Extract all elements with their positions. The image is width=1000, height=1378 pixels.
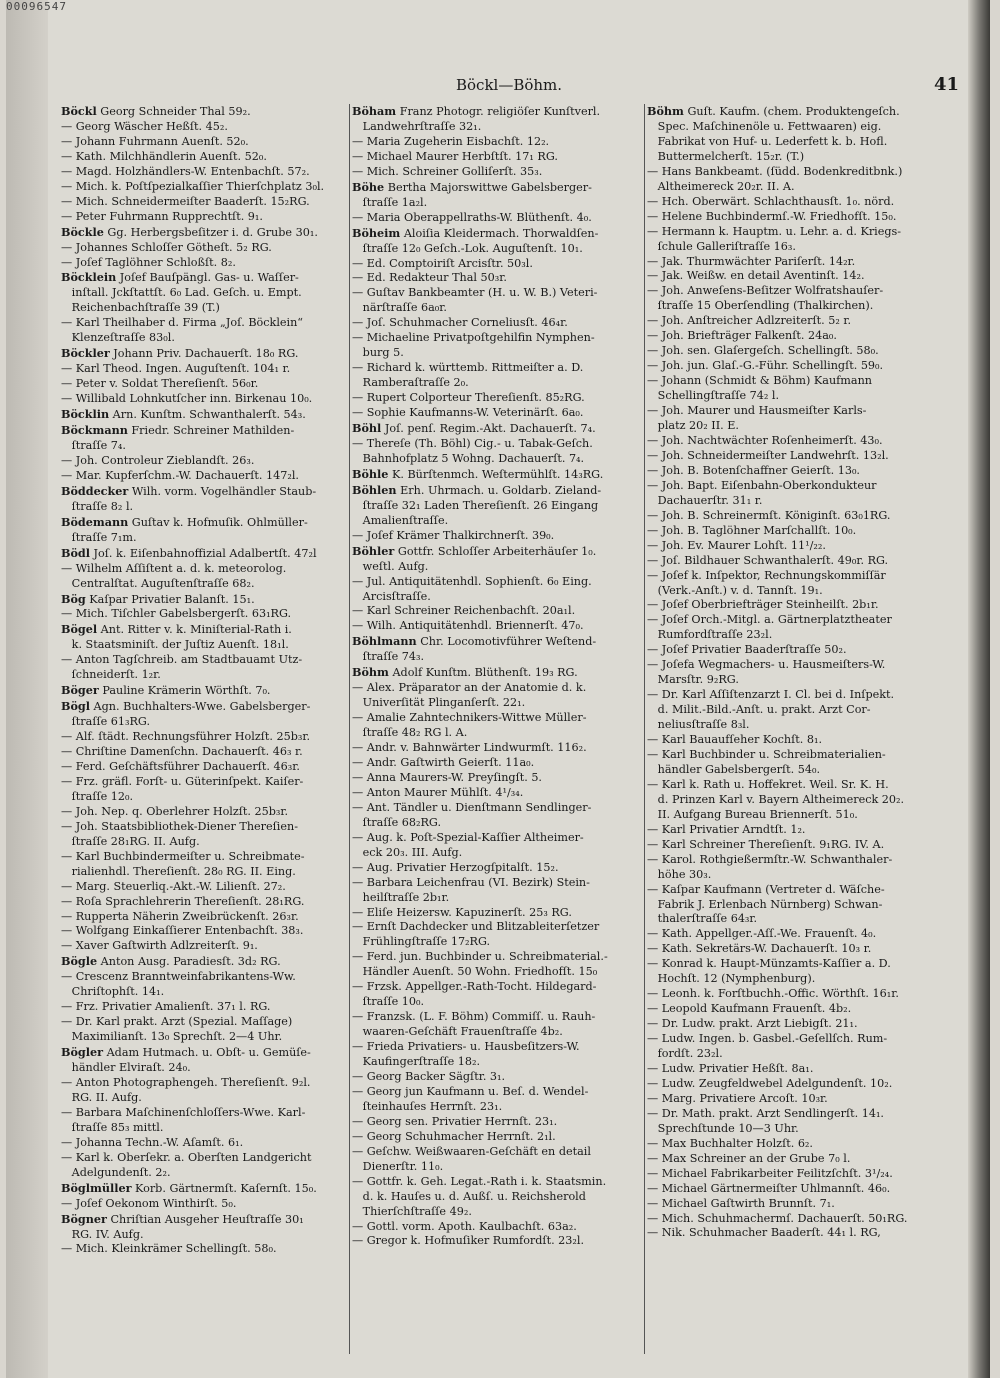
directory-entry: — Joſ. Schuhmacher Corneliusſt. 46₄r. (352, 316, 568, 330)
directory-entry: — Joſef Krämer Thalkirchnerſt. 39₀. (352, 528, 555, 542)
column-rule-right (644, 104, 645, 1354)
directory-entry: — Ed. Redakteur Thal 50₃r. (352, 271, 507, 285)
directory-entry: Böger Pauline Krämerin Wörthſt. 7₀. (61, 683, 271, 698)
book-page (6, 0, 990, 1378)
directory-entry: Chriſtophſt. 14₁. (61, 985, 165, 999)
directory-entry: Böcklin Arn. Kunſtm. Schwanthalerſt. 54₃. (61, 407, 306, 422)
directory-entry: — Joh. B. Botenſchaffner Geierſt. 13₀. (647, 463, 860, 477)
directory-entry: Böhm Guſt. Kaufm. (chem. Produktengeſch. (647, 104, 900, 118)
directory-entry: — Amalie Zahntechnikers-Wittwe Müller- (352, 711, 587, 725)
directory-entry: händler Elviraſt. 24₀. (61, 1061, 191, 1075)
directory-entry: Böglmüller Korb. Gärtnermſt. Kaſernſt. 15₀. (61, 1180, 317, 1195)
directory-entry: — Rupperta Näherin Zweibrückenſt. 26₃r. (61, 909, 299, 923)
directory-entry: Altheimereck 20₂r. II. A. (647, 179, 795, 193)
directory-entry: — Joh. Briefträger Falkenſt. 24a₀. (647, 329, 837, 343)
directory-entry: — Sophie Kaufmanns-W. Veterinärſt. 6a₀. (352, 406, 584, 420)
directory-entry: — Roſa Sprachlehrerin Thereſienſt. 28₁RG. (61, 894, 305, 908)
running-head: Böckl—Böhm. (456, 76, 563, 94)
directory-entry: neliusſtraſſe 8₃l. (647, 718, 750, 732)
directory-entry: ſtraſſe 12₀. (61, 789, 134, 803)
directory-entry: — Frz. gräfl. Forſt- u. Güterinſpekt. Kaiſer- (61, 774, 304, 788)
directory-entry: — Joſef Oberbriefträger Steinheilſt. 2b₁r. (647, 598, 879, 612)
directory-entry: — Ferd. Geſchäftsführer Dachauerſt. 46₃r. (61, 759, 300, 773)
directory-entry: — Nik. Schuhmacher Baaderſt. 44₁ l. RG, (647, 1226, 881, 1240)
directory-entry: k. Staatsminiſt. der Juſtiz Auenſt. 18₁l. (61, 638, 289, 652)
directory-entry: — Peter Fuhrmann Rupprechtſt. 9₁. (61, 209, 263, 223)
directory-entry: RG. IV. Aufg. (61, 1227, 144, 1241)
directory-entry: Bögle Anton Ausg. Paradiesſt. 3d₂ RG. (61, 954, 281, 969)
directory-entry: — Michael Gaſtwirth Brunnſt. 7₁. (647, 1196, 835, 1210)
directory-entry: — Karol. Rothgießermſtr.-W. Schwanthaler- (647, 852, 893, 866)
directory-entry: waaren-Geſchäft Frauenſtraſſe 4b₂. (352, 1025, 563, 1039)
directory-entry: — Anna Maurers-W. Preyſingſt. 5. (352, 770, 542, 784)
directory-entry: Bög Kaſpar Privatier Balanſt. 15₁. (61, 591, 255, 606)
directory-entry: ſchneiderſt. 1₂r. (61, 668, 161, 682)
directory-entry: — Crescenz Branntweinfabrikantens-Ww. (61, 970, 296, 984)
scan-id-label: 00096547 (6, 0, 67, 13)
directory-entry: — Karl Bauaufſeher Kochſt. 8₁. (647, 733, 823, 747)
directory-entry: RG. II. Aufg. (61, 1090, 142, 1104)
directory-entry: thalerſtraſſe 64₃r. (647, 912, 758, 926)
directory-entry: — Wolfgang Einkaſſierer Entenbachſt. 38₃. (61, 924, 304, 938)
directory-entry: — Kath. Appellger.-Aſſ.-We. Frauenſt. 4₀. (647, 927, 877, 941)
directory-entry: Bahnhofplatz 5 Wohng. Dachauerſt. 7₄. (352, 451, 585, 465)
directory-entry: Klenzeſtraſſe 83₀l. (61, 331, 175, 345)
directory-entry: Bögner Chriſtian Ausgeher Heuſtraſſe 30₁ (61, 1211, 304, 1226)
directory-entry: — Ludw. Zeugfeldwebel Adelgundenſt. 10₂. (647, 1076, 893, 1090)
directory-entry: — Eliſe Heizersw. Kapuzinerſt. 25₃ RG. (352, 905, 572, 919)
directory-entry: höhe 30₃. (647, 867, 712, 881)
directory-entry: — Guſtav Bankbeamter (H. u. W. B.) Veteri- (352, 286, 598, 300)
directory-entry: — Joſef Taglöhner Schloßſt. 8₂. (61, 255, 236, 269)
directory-entry: ſchule Galleriſtraſſe 16₃. (647, 239, 796, 253)
directory-entry: ſtraſſe 8₂ l. (61, 499, 134, 513)
directory-entry: — Barbara Maſchinenſchloſſers-Wwe. Karl- (61, 1105, 306, 1119)
directory-entry: — Johann (Schmidt & Böhm) Kaufmann (647, 374, 872, 388)
directory-entry: Böham Franz Photogr. religiöſer Kunſtverl. (352, 104, 601, 118)
directory-entry: Ramberaſtraſſe 2₀. (352, 376, 469, 390)
directory-entry: — Andr. v. Bahnwärter Lindwurmſt. 116₂. (352, 741, 587, 755)
directory-column-1 (61, 104, 351, 1257)
directory-entry: — Georg sen. Privatier Herrnſt. 23₁. (352, 1114, 558, 1128)
directory-entry: — Georg Wäscher Heßſt. 45₂. (61, 119, 228, 133)
directory-entry: — Michael Gärtnermeiſter Uhlmannſt. 46₀. (647, 1181, 891, 1195)
directory-entry: — Dr. Karl prakt. Arzt (Spezial. Maſſage) (61, 1015, 293, 1029)
directory-entry: heilſtraſſe 2b₁r. (352, 890, 450, 904)
directory-entry: — Karl Theilhaber d. Firma „Joſ. Böcklein“ (61, 316, 304, 330)
directory-entry: ſtraſſe 1a₂l. (352, 195, 428, 209)
directory-entry: — Karl Privatier Arndtſt. 1₂. (647, 822, 806, 836)
directory-entry: — Marg. Steuerliq.-Akt.-W. Lilienſt. 27₂. (61, 879, 286, 893)
directory-entry: — Gregor k. Hofmuſiker Rumfordſt. 23₂l. (352, 1234, 585, 1248)
directory-entry: — Alex. Präparator an der Anatomie d. k. (352, 681, 587, 695)
page-number: 41 (934, 74, 960, 95)
directory-entry: II. Aufgang Bureau Briennerſt. 51₀. (647, 807, 858, 821)
directory-entry: — Johannes Schloſſer Götheſt. 5₂ RG. (61, 240, 272, 254)
directory-entry: Hochſt. 12 (Nymphenburg). (647, 972, 816, 986)
directory-entry: — Joh. Nep. q. Oberlehrer Holzſt. 25b₃r. (61, 804, 289, 818)
directory-entry: Bödemann Guſtav k. Hofmuſik. Ohlmüller- (61, 514, 308, 529)
directory-entry: — Mich. Kleinkrämer Schellingſt. 58₀. (61, 1242, 277, 1256)
directory-entry: — Georg Backer Sägſtr. 3₁. (352, 1070, 506, 1083)
directory-entry: — Joh. Maurer und Hausmeiſter Karls- (647, 404, 867, 418)
directory-entry: Univerſität Plinganſerſt. 22₁. (352, 696, 526, 710)
directory-entry: — Aug. k. Poſt-Spezial-Kaſſier Altheimer- (352, 830, 584, 844)
directory-entry: — Karl Schreiner Thereſienſt. 9₁RG. IV. A. (647, 837, 885, 851)
directory-entry: Böckl Georg Schneider Thal 59₂. (61, 104, 251, 118)
directory-entry: ſtraſſe 12₀ Geſch.-Lok. Auguſtenſt. 10₁. (352, 241, 583, 255)
directory-entry: — Joſef Orch.-Mitgl. a. Gärtnerplatztheater (647, 613, 892, 627)
directory-column-2 (352, 104, 642, 1249)
directory-entry: Maximilianſt. 13₀ Sprechſt. 2—4 Uhr. (61, 1030, 283, 1044)
directory-entry: — Alf. ſtädt. Rechnungsführer Holzſt. 25b₃r. (61, 730, 311, 744)
directory-entry: ſtraſſe 32₁ Laden Thereſienſt. 26 Eingang (352, 498, 599, 512)
directory-entry: — Jak. Weißw. en detail Aventinſt. 14₂. (647, 269, 865, 283)
directory-entry: — Karl k. Rath u. Hoffekret. Weil. Sr. K. H. (647, 777, 889, 791)
directory-entry: Böhle K. Bürſtenmch. Weſtermühlſt. 14₃RG. (352, 466, 604, 481)
directory-entry: Sprechſtunde 10—3 Uhr. (647, 1121, 799, 1135)
directory-entry: — Gottfr. k. Geh. Legat.-Rath i. k. Staatsmin. (352, 1174, 607, 1188)
directory-entry: — Joſefa Wegmachers- u. Hausmeiſters-W. (647, 658, 886, 672)
directory-entry: Rumfordſtraſſe 23₂l. (647, 628, 773, 642)
directory-entry: ſtraſſe 48₂ RG l. A. (352, 726, 468, 740)
directory-entry: — Joh. Nachtwächter Roſenheimerſt. 43₀. (647, 433, 883, 447)
directory-entry: — Joſef Privatier Baaderſtraſſe 50₂. (647, 643, 847, 657)
directory-entry: Fabrikat von Huf- u. Lederfett k. b. Hofl. (647, 134, 888, 148)
directory-entry: — Joh. Controleur Zieblandſt. 26₃. (61, 453, 255, 467)
directory-entry: — Frzsk. Appellger.-Rath-Tocht. Hildegard- (352, 980, 597, 994)
directory-entry: burg 5. (352, 346, 404, 360)
directory-entry: — Leonh. k. Forſtbuchh.-Offic. Wörthſt. 16₁r. (647, 987, 899, 1001)
directory-entry: ſtraſſe 68₂RG. (352, 815, 442, 829)
directory-entry: händler Gabelsbergerſt. 54₀. (647, 762, 821, 776)
directory-entry: Reichenbachſtraſſe 39 (T.) (61, 301, 220, 315)
directory-entry: — Frieda Privatiers- u. Hausbeſitzers-W. (352, 1040, 580, 1054)
directory-entry: — Anton Maurer Mühlſt. 4¹/₃₄. (352, 785, 524, 799)
directory-entry: Fabrik J. Erlenbach Nürnberg) Schwan- (647, 897, 883, 911)
directory-entry: ſtraſſe 74₃. (352, 650, 425, 664)
directory-entry: — Mar. Kupferſchm.-W. Dachauerſt. 147₂l. (61, 468, 299, 482)
directory-entry: d. Prinzen Karl v. Bayern Altheimereck 20₂. (647, 792, 905, 806)
directory-entry: inſtall. Jckſtattſt. 6₀ Lad. Geſch. u. Empt. (61, 286, 302, 300)
directory-entry: — Aug. Privatier Herzogſpitalſt. 15₂. (352, 860, 559, 874)
directory-entry: Frühlingſtraſſe 17₂RG. (352, 935, 491, 949)
directory-entry: — Hch. Oberwärt. Schlachthausſt. 1₀. nörd. (647, 194, 895, 208)
directory-entry: — Michaeline Privatpoſtgehilfin Nymphen- (352, 331, 595, 345)
directory-entry: Schellingſtraſſe 74₂ l. (647, 389, 780, 403)
directory-entry: — Wilhelm Aſſiſtent a. d. k. meteorolog. (61, 561, 287, 575)
directory-entry: — Franzsk. (L. F. Böhm) Commiſſ. u. Rauh- (352, 1010, 596, 1024)
directory-entry: — Joh. Anſtreicher Adlzreiterſt. 5₂ r. (647, 314, 852, 328)
directory-entry: Böheim Aloiſia Kleidermach. Thorwaldſen- (352, 225, 599, 240)
directory-entry: — Peter v. Soldat Thereſienſt. 56₀r. (61, 377, 259, 391)
directory-entry: — Joh. sen. Glaſergeſch. Schellingſt. 58₀. (647, 344, 879, 358)
directory-entry: ſtraſſe 61₃RG. (61, 715, 151, 729)
directory-entry: — Karl Buchbinder u. Schreibmaterialien- (647, 747, 886, 761)
directory-entry: Buttermelcherſt. 15₂r. (T.) (647, 149, 805, 163)
directory-entry: Marsſtr. 9₂RG. (647, 673, 739, 687)
directory-entry: — Joh. Ev. Maurer Lohſt. 11¹/₂₂. (647, 538, 826, 552)
directory-entry: Spec. Maſchinenöle u. Fettwaaren) eig. (647, 119, 882, 133)
directory-entry: — Konrad k. Haupt-Münzamts-Kaſſier a. D. (647, 957, 891, 971)
directory-entry: Böckle Gg. Herbergsbeſitzer i. d. Grube 30₁. (61, 224, 318, 239)
directory-entry: Händler Auenſt. 50 Wohn. Friedhofſt. 15₀ (352, 965, 598, 979)
directory-entry: — Thereſe (Th. Böhl) Cig.- u. Tabak-Geſch. (352, 436, 593, 450)
directory-entry: — Rupert Colporteur Thereſienſt. 85₂RG. (352, 391, 585, 405)
directory-entry: d. Milit.-Bild.-Anſt. u. prakt. Arzt Cor- (647, 703, 871, 717)
directory-entry: — Karl Buchbindermeiſter u. Schreibmate- (61, 849, 305, 863)
directory-entry: — Mich. Schneidermeiſter Baaderſt. 15₂RG. (61, 194, 310, 208)
directory-entry: Centralſtat. Auguſtenſtraſſe 68₂. (61, 576, 255, 590)
directory-entry: ſtraſſe 7₄. (61, 438, 126, 452)
directory-entry: rialienhdl. Thereſienſt. 28₀ RG. II. Eing. (61, 864, 296, 878)
directory-entry: — Kath. Milchhändlerin Auenſt. 52₀. (61, 149, 267, 163)
directory-entry: — Jak. Thurmwächter Pariſerſt. 14₂r. (647, 254, 856, 268)
directory-entry: — Maria Zugeherin Eisbachſt. 12₂. (352, 134, 550, 148)
directory-entry: — Hermann k. Hauptm. u. Lehr. a. d. Kriegs- (647, 224, 902, 238)
directory-entry: — Geſchw. Weißwaaren-Geſchäft en detail (352, 1144, 591, 1158)
directory-entry: Böckler Johann Priv. Dachauerſt. 18₀ RG. (61, 346, 299, 361)
directory-entry: — Richard k. württemb. Rittmeiſter a. D. (352, 361, 584, 375)
directory-entry: — Max Buchhalter Holzſt. 6₂. (647, 1136, 813, 1150)
directory-entry: — Jul. Antiquitätenhdl. Sophienſt. 6₀ Eing. (352, 574, 592, 588)
directory-entry: — Marg. Privatiere Arcoſt. 10₃r. (647, 1091, 828, 1105)
directory-entry: — Dr. Karl Aſſiſtenzarzt I. Cl. bei d. Inſpekt. (647, 688, 895, 702)
directory-entry: — Georg Schuhmacher Herrnſt. 2₁l. (352, 1129, 556, 1143)
directory-entry: — Mich. k. Poſtſpezialkaſſier Thierſchplatz 3₀l. (61, 179, 325, 193)
directory-entry: ſtraſſe 85₃ mittl. (61, 1120, 164, 1134)
directory-entry: — Michael Maurer Herbſtſt. 17₁ RG. (352, 149, 558, 163)
directory-entry: platz 20₂ II. E. (647, 419, 739, 433)
directory-entry: — Anton Tagſchreib. am Stadtbauamt Utz- (61, 653, 303, 667)
directory-entry: Böhlen Erh. Uhrmach. u. Goldarb. Zieland- (352, 482, 602, 497)
directory-entry: Bögl Agn. Buchhalters-Wwe. Gabelsberger- (61, 699, 311, 714)
directory-entry: Arcisſtraſſe. (352, 589, 431, 603)
directory-entry: Bögel Ant. Ritter v. k. Miniſterial-Rath i. (61, 622, 292, 637)
directory-entry: ſtraſſe 7₁m. (61, 530, 137, 544)
directory-entry: — Joh. Anweſens-Beſitzer Wolfratshauſer- (647, 284, 884, 298)
directory-entry: — Joh. jun. Glaſ.-G.-Führ. Schellingſt. 59₀. (647, 359, 884, 373)
directory-entry: eck 20₃. III. Aufg. (352, 845, 463, 859)
directory-entry: — Frz. Privatier Amalienſt. 37₁ l. RG. (61, 1000, 271, 1014)
directory-entry: — Karl k. Oberſekr. a. Oberſten Landgericht (61, 1150, 312, 1164)
directory-entry: — Chriſtine Damenſchn. Dachauerſt. 46₃ r. (61, 745, 303, 759)
directory-entry: ſteinhauſes Herrnſt. 23₁. (352, 1099, 503, 1113)
directory-entry: — Johann Fuhrmann Auenſt. 52₀. (61, 134, 249, 148)
directory-entry: — Mich. Tiſchler Gabelsbergerſt. 63₁RG. (61, 607, 292, 621)
directory-entry: — Wilh. Antiquitätenhdl. Briennerſt. 47₀. (352, 619, 584, 633)
directory-entry: Böhe Bertha Majorswittwe Gabelsberger- (352, 179, 592, 194)
directory-entry: — Joh. B. Taglöhner Marſchallſt. 10₀. (647, 523, 857, 537)
directory-entry: — Kath. Sekretärs-W. Dachauerſt. 10₃ r. (647, 942, 872, 956)
directory-entry: Dachauerſtr. 31₁ r. (647, 493, 763, 507)
directory-entry: Böhler Gottfr. Schloſſer Arbeiterhäuſer 1₀. (352, 543, 597, 558)
directory-entry: ſtraſſe 28₁RG. II. Aufg. (61, 834, 200, 848)
directory-entry: Landwehrſtraſſe 32₁. (352, 119, 482, 133)
directory-entry: ſtraſſe 15 Oberſendling (Thalkirchen). (647, 299, 874, 313)
directory-entry: — Mich. Schuhmachermſ. Dachauerſt. 50₁RG. (647, 1211, 908, 1225)
directory-entry: — Joh. Staatsbibliothek-Diener Thereſien- (61, 819, 298, 833)
directory-entry: — Xaver Gaſtwirth Adlzreiterſt. 9₁. (61, 939, 258, 953)
directory-entry: — Andr. Gaſtwirth Geierſt. 11a₀. (352, 755, 535, 769)
directory-entry: — Joſef Oekonom Winthirſt. 5₀. (61, 1196, 237, 1210)
directory-entry: Böhl Joſ. penſ. Regim.-Akt. Dachauerſt. 7₄. (352, 421, 596, 436)
directory-entry: Böhlmann Chr. Locomotivführer Weſtend- (352, 634, 597, 649)
directory-entry: — Ludw. Ingen. b. Gasbel.-Geſellſch. Rum- (647, 1032, 888, 1046)
directory-entry: närſtraſſe 6a₀r. (352, 301, 447, 315)
directory-entry: weſtl. Aufg. (352, 559, 429, 573)
book-spine-shadow (968, 0, 990, 1378)
directory-entry: — Joh. Bapt. Eiſenbahn-Oberkondukteur (647, 478, 877, 492)
directory-entry: — Joh. Schneidermeiſter Landwehrſt. 13₂l. (647, 448, 889, 462)
directory-entry: — Dr. Math. prakt. Arzt Sendlingerſt. 14₁. (647, 1106, 884, 1120)
directory-entry: Böhm Adolf Kunſtm. Blüthenſt. 19₃ RG. (352, 665, 578, 680)
directory-entry: — Magd. Holzhändlers-W. Entenbachſt. 57₂. (61, 164, 310, 178)
directory-entry: — Karl Theod. Ingen. Auguſtenſt. 104₁ r. (61, 362, 291, 376)
directory-entry: — Ludw. Privatier Heßſt. 8a₁. (647, 1062, 814, 1075)
left-margin-strip (6, 0, 48, 1378)
directory-entry: — Leopold Kaufmann Frauenſt. 4b₂. (647, 1002, 852, 1016)
directory-entry: — Kaſpar Kaufmann (Vertreter d. Wäſche- (647, 882, 885, 896)
directory-entry: Böddecker Wilh. vorm. Vogelhändler Staub- (61, 483, 317, 498)
directory-entry: — Barbara Leichenfrau (VI. Bezirk) Stein- (352, 875, 590, 889)
directory-entry: Böcklein Joſef Bauſpängl. Gas- u. Waſſer- (61, 270, 299, 285)
directory-entry: — Helene Buchbindermſ.-W. Friedhofſt. 15₀. (647, 209, 897, 223)
directory-entry: — Ed. Comptoiriſt Arcisſtr. 50₃l. (352, 256, 533, 270)
directory-entry: — Gottl. vorm. Apoth. Kaulbachſt. 63a₂. (352, 1219, 577, 1233)
directory-entry: — Joſef k. Inſpektor, Rechnungskommiſſär (647, 568, 886, 582)
directory-entry: Bödl Joſ. k. Eiſenbahnoffizial Adalbertſt. 47₂l (61, 545, 317, 560)
directory-entry: — Joh. B. Schreinermſt. Königinſt. 63₀1RG. (647, 508, 891, 522)
directory-entry: — Mich. Schreiner Golliſerſt. 35₃. (352, 164, 543, 178)
directory-entry: — Michael Fabrikarbeiter Feilitzſchſt. 3¹/₂₄. (647, 1166, 893, 1180)
directory-entry: Thierſchſtraſſe 49₂. (352, 1204, 472, 1218)
directory-entry: — Maria Oberappellraths-W. Blüthenſt. 4₀. (352, 210, 592, 224)
directory-column-3 (647, 104, 937, 1241)
directory-entry: Kaufingerſtraſſe 18₂. (352, 1055, 481, 1069)
directory-entry: fordſt. 23₂l. (647, 1047, 723, 1061)
directory-entry: — Ernſt Dachdecker und Blitzableiterſetzer (352, 920, 600, 934)
directory-entry: — Georg jun Kaufmann u. Beſ. d. Wendel- (352, 1084, 589, 1098)
directory-entry: Bögler Adam Hutmach. u. Obſt- u. Gemüſe- (61, 1045, 311, 1060)
directory-entry: — Willibald Lohnkutſcher inn. Birkenau 10₀. (61, 392, 313, 406)
directory-entry: — Anton Photographengeh. Thereſienſt. 9₂l. (61, 1076, 311, 1089)
directory-entry: Adelgundenſt. 2₂. (61, 1165, 171, 1179)
directory-entry: — Ferd. jun. Buchbinder u. Schreibmaterial.- (352, 950, 608, 964)
directory-entry: (Verk.-Anſt.) v. d. Tannſt. 19₁. (647, 583, 823, 597)
directory-entry: — Dr. Ludw. prakt. Arzt Liebigſt. 21₁. (647, 1017, 858, 1031)
directory-entry: — Ant. Tändler u. Dienſtmann Sendlinger- (352, 800, 592, 814)
directory-entry: Böckmann Friedr. Schreiner Mathilden- (61, 423, 295, 438)
directory-entry: — Hans Bankbeamt. (ſüdd. Bodenkreditbnk.) (647, 164, 903, 178)
directory-entry: Amalienſtraſſe. (352, 513, 449, 527)
directory-entry: ſtraſſe 10₀. (352, 995, 425, 1009)
directory-entry: Dienerſtr. 11₀. (352, 1159, 444, 1173)
directory-entry: — Johanna Techn.-W. Aſamſt. 6₁. (61, 1135, 244, 1149)
directory-entry: — Karl Schreiner Reichenbachſt. 20a₁l. (352, 604, 576, 618)
directory-entry: — Joſ. Bildhauer Schwanthalerſt. 49₀r. RG. (647, 553, 889, 567)
directory-entry: d. k. Hauſes u. d. Außſ. u. Reichsherold (352, 1189, 586, 1203)
directory-entry: — Max Schreiner an der Grube 7₀ l. (647, 1151, 851, 1165)
